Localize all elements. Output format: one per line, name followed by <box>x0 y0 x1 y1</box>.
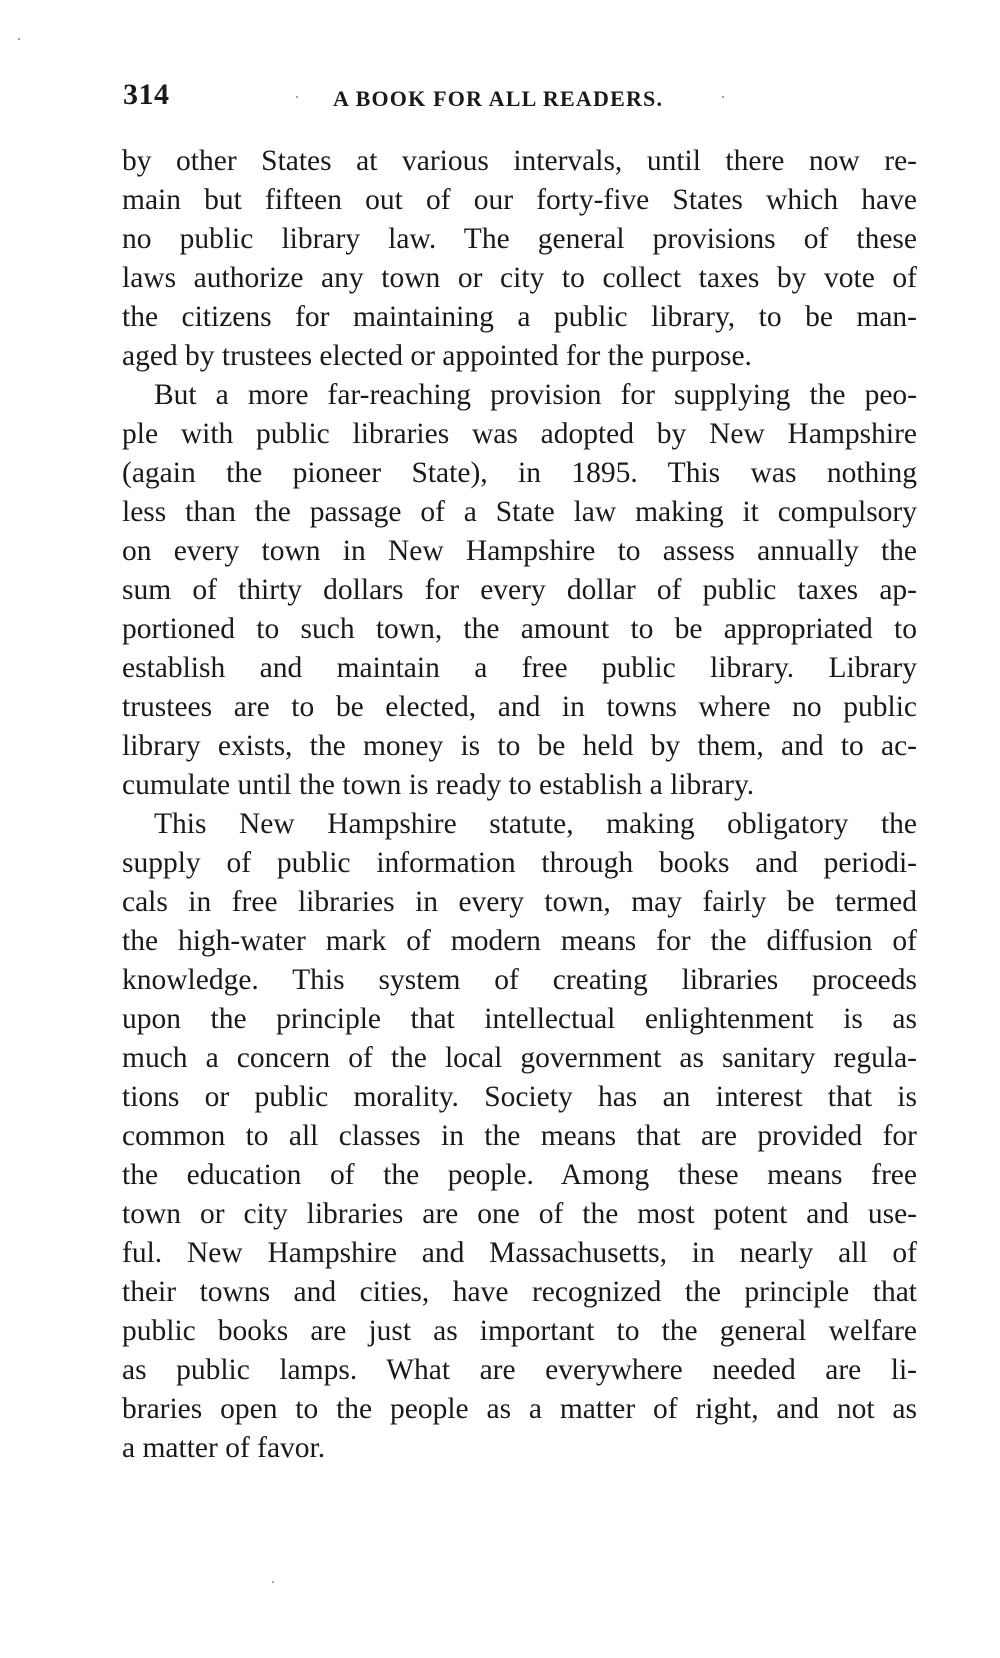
scan-speck <box>722 96 724 98</box>
text-line: the education of the people. Among these means free <box>122 1159 917 1191</box>
text-line: no public library law. The general provisions of these <box>122 223 917 255</box>
text-line: portioned to such town, the amount to be appropriated to <box>122 613 917 645</box>
scan-speck <box>296 96 298 98</box>
running-title: A BOOK FOR ALL READERS. <box>333 86 664 111</box>
body-text <box>122 142 917 1468</box>
text-line: main but fifteen out of our forty-five States which have <box>122 184 917 216</box>
text-line: common to all classes in the means that are provided for <box>122 1120 917 1152</box>
text-line: sum of thirty dollars for every dollar of public taxes ap- <box>122 574 917 606</box>
text-line: (again the pioneer State), in 1895. This was nothing <box>122 457 917 489</box>
text-line: supply of public information through books and periodi- <box>122 847 917 879</box>
text-line: public books are just as important to the general welfare <box>122 1315 917 1347</box>
text-line: braries open to the people as a matter of right, and not as <box>122 1393 917 1425</box>
text-line: on every town in New Hampshire to assess annually the <box>122 535 917 567</box>
page-number: 314 <box>123 78 170 111</box>
text-line: as public lamps. What are everywhere needed are li- <box>122 1354 917 1386</box>
text-line: library exists, the money is to be held by them, and to ac- <box>122 730 917 762</box>
text-line: laws authorize any town or city to collect taxes by vote of <box>122 262 917 294</box>
text-line: cals in free libraries in every town, may fairly be termed <box>122 886 917 918</box>
text-line: This New Hampshire statute, making obligatory the <box>154 808 917 840</box>
text-line: trustees are to be elected, and in towns where no public <box>122 691 917 723</box>
text-line: But a more far-reaching provision for supplying the peo- <box>154 379 917 411</box>
text-line: town or city libraries are one of the most potent and use- <box>122 1198 917 1230</box>
text-line: much a concern of the local government as sanitary regula- <box>122 1042 917 1074</box>
text-line: upon the principle that intellectual enlightenment is as <box>122 1003 917 1035</box>
text-line: knowledge. This system of creating libraries proceeds <box>122 964 917 996</box>
running-head <box>123 78 918 118</box>
text-line: establish and maintain a free public library. Library <box>122 652 917 684</box>
scan-speck <box>18 38 20 40</box>
text-line: less than the passage of a State law making it compulsory <box>122 496 917 528</box>
text-line: cumulate until the town is ready to establish a library. <box>122 769 755 801</box>
text-line: the high-water mark of modern means for the diffusion of <box>122 925 917 957</box>
text-line: ple with public libraries was adopted by New Hampshire <box>122 418 917 450</box>
text-line: their towns and cities, have recognized the principle that <box>122 1276 917 1308</box>
text-line: by other States at various intervals, until there now re- <box>122 145 917 177</box>
scan-speck <box>272 1581 274 1583</box>
text-line: the citizens for maintaining a public library, to be man- <box>122 301 917 333</box>
text-line: a matter of favor. <box>122 1432 326 1464</box>
text-line: aged by trustees elected or appointed for the purpose. <box>122 340 752 372</box>
text-line: ful. New Hampshire and Massachusetts, in nearly all of <box>122 1237 917 1269</box>
text-line: tions or public morality. Society has an interest that is <box>122 1081 917 1113</box>
